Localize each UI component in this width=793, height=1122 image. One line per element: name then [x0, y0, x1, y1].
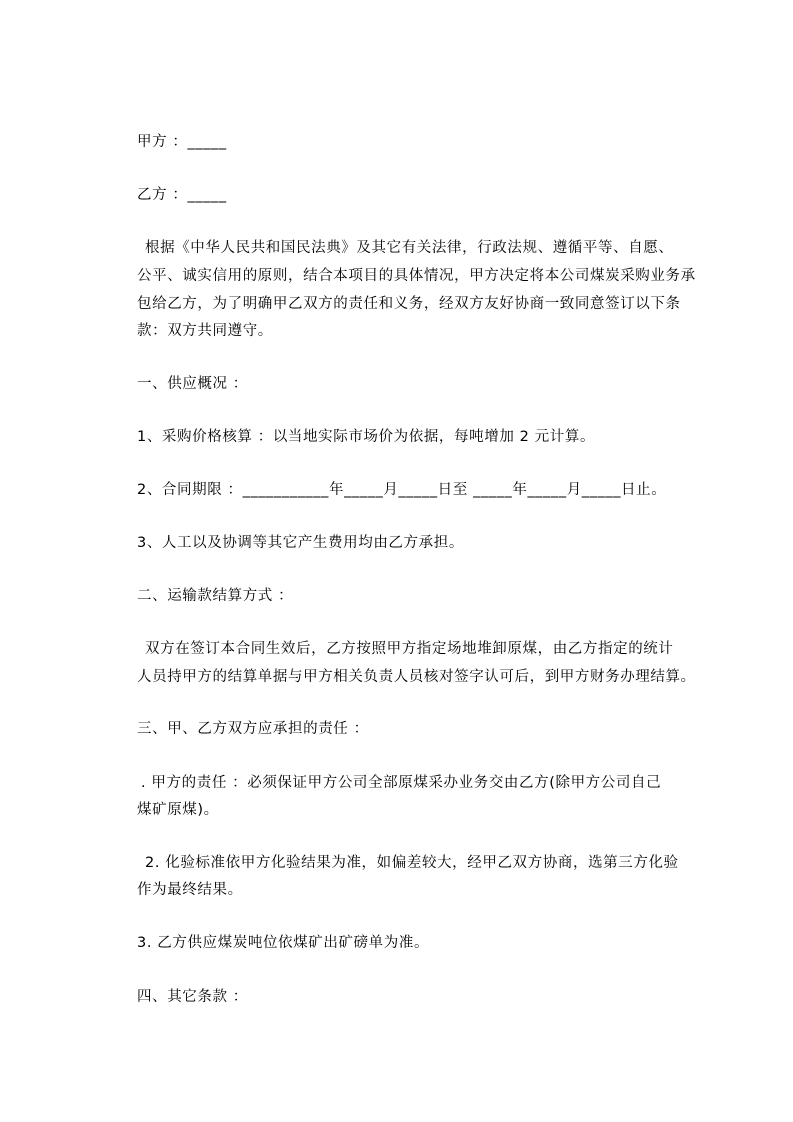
section1-item2: 2、合同期限 ：___________年_____月_____日至 _____年_____月_____日止。 [137, 482, 667, 498]
preamble-line: 根据《中华人民共和国民法典》及其它有关法律，行政法规、遵循平等、自愿、 [145, 240, 674, 256]
section1-heading: 一、供应概况 ： [137, 376, 248, 392]
section1-item3: 3、人工以及协调等其它产生费用均由乙方承担。 [137, 535, 464, 551]
section2-line: 双方在签订本合同生效后，乙方按照甲方指定场地堆卸原煤，由乙方指定的统计 [145, 641, 674, 657]
section3-heading: 三、甲、乙方双方应承担的责任 ： [137, 721, 369, 737]
section3-item2-line: 2. 化验标准依甲方化验结果为准，如偏差较大，经甲乙双方协商，选第三方化验 [145, 855, 679, 871]
section1-item1: 1、采购价格核算 ：以当地实际市场价为依据，每吨增加 2 元计算。 [137, 429, 596, 445]
section3-item2-line: 作为最终结果。 [137, 882, 243, 898]
party-a-line: 甲方 ：_____ [137, 134, 227, 150]
section2-heading: 二、运输款结算方式 ： [137, 588, 294, 604]
section3-item3: 3. 乙方供应煤炭吨位依煤矿出矿磅单为准。 [137, 935, 430, 951]
party-b-line: 乙方 ：_____ [137, 187, 227, 203]
preamble-line: 包给乙方，为了明确甲乙双方的责任和义务，经双方友好协商一致同意签订以下条 [137, 296, 681, 312]
section4-heading: 四、其它条款 ： [137, 989, 248, 1005]
preamble-line: 公平、诚实信用的原则，结合本项目的具体情况，甲方决定将本公司煤炭采购业务承 [137, 268, 696, 284]
preamble-line: 款：双方共同遵守。 [137, 323, 273, 339]
section3-item1-line: 煤矿原煤)。 [137, 802, 219, 818]
section2-line: 人员持甲方的结算单据与甲方相关负责人员核对签字认可后，到甲方财务办理结算。 [137, 669, 696, 685]
section3-item1-line: . 甲方的责任 ：必须保证甲方公司全部原煤采办业务交由乙方(除甲方公司自己 [141, 775, 662, 791]
